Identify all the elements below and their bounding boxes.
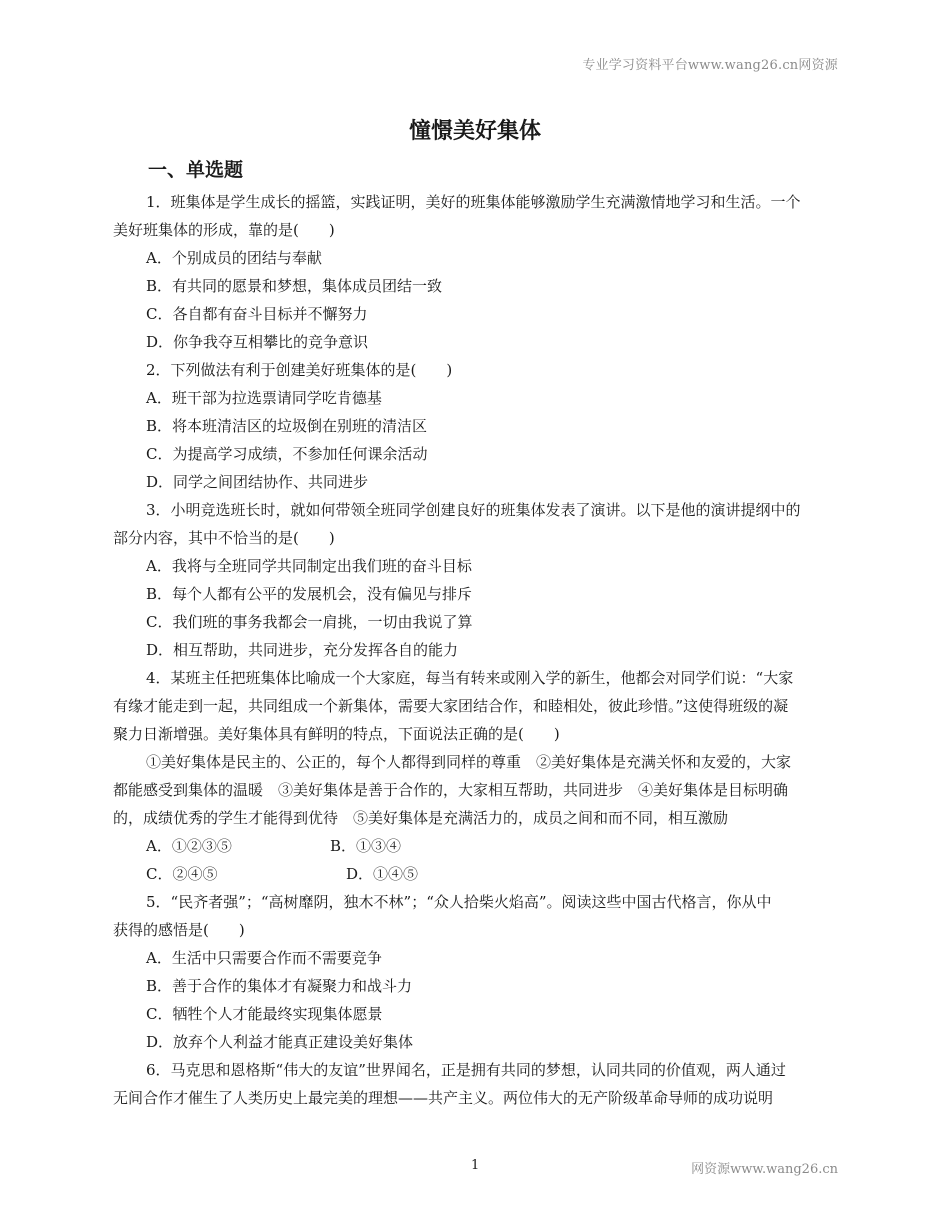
question-3-option-a: A．我将与全班同学共同制定出我们班的奋斗目标 bbox=[146, 557, 472, 575]
section-heading: 一、单选题 bbox=[148, 159, 244, 181]
page-title: 憧憬美好集体 bbox=[408, 119, 541, 144]
question-5-option-c: C．牺牲个人才能最终实现集体愿景 bbox=[146, 1005, 383, 1023]
question-2-stem: 2．下列做法有利于创建美好班集体的是( ) bbox=[146, 361, 453, 379]
question-4-stem-cont: 有缘才能走到一起，共同组成一个新集体，需要大家团结合作，和睦相处，彼此珍惜。”这使得班级的凝 bbox=[113, 697, 789, 715]
question-1-stem: 1．班集体是学生成长的摇篮，实践证明，美好的班集体能够激励学生充满激情地学习和生活。一个 bbox=[146, 193, 801, 211]
question-5-stem-cont: 获得的感悟是( ) bbox=[113, 921, 245, 939]
question-3-option-c: C．我们班的事务我都会一肩挑，一切由我说了算 bbox=[146, 613, 473, 631]
question-4-option-c: C．②④⑤ bbox=[146, 865, 218, 883]
question-3-stem: 3．小明竞选班长时，就如何带领全班同学创建良好的班集体发表了演讲。以下是他的演讲提纲中的 bbox=[146, 501, 801, 519]
question-4-stem-cont: 聚力日渐增强。美好集体具有鲜明的特点，下面说法正确的是( ) bbox=[113, 725, 560, 743]
question-5-stem: 5．“民齐者强”；“高树靡阴，独木不林”；“众人拾柴火焰高”。阅读这些中国古代格言，你从中 bbox=[146, 893, 772, 911]
question-1-option-c: C．各自都有奋斗目标并不懈努力 bbox=[146, 305, 368, 323]
question-4-option-a: A．①②③⑤ bbox=[146, 837, 232, 855]
question-6-stem-cont: 无间合作才催生了人类历史上最完美的理想——共产主义。两位伟大的无产阶级革命导师的成功说明 bbox=[113, 1089, 774, 1107]
question-1-option-d: D．你争我夺互相攀比的竞争意识 bbox=[146, 333, 369, 351]
question-5-option-d: D．放弃个人利益才能真正建设美好集体 bbox=[146, 1033, 414, 1051]
question-2-option-c: C．为提高学习成绩，不参加任何课余活动 bbox=[146, 445, 428, 463]
question-4-statements: ①美好集体是民主的、公正的，每个人都得到同样的尊重 ②美好集体是充满关怀和友爱的，大家 bbox=[146, 753, 792, 771]
footer-site-text: 网资源www.wang26.cn bbox=[691, 1162, 838, 1177]
question-1-option-b: B．有共同的愿景和梦想，集体成员团结一致 bbox=[146, 277, 443, 295]
question-5-option-b: B．善于合作的集体才有凝聚力和战斗力 bbox=[146, 977, 413, 995]
question-6-stem: 6．马克思和恩格斯“伟大的友谊”世界闻名，正是拥有共同的梦想，认同共同的价值观，两人通过 bbox=[146, 1061, 786, 1079]
question-3-stem-cont: 部分内容，其中不恰当的是( ) bbox=[113, 529, 335, 547]
question-4-option-b: B．①③④ bbox=[330, 837, 402, 855]
header-site-text: 专业学习资料平台www.wang26.cn网资源 bbox=[582, 58, 838, 73]
question-4-statements-cont: 的，成绩优秀的学生才能得到优待 ⑤美好集体是充满活力的，成员之间和而不同，相互激励 bbox=[113, 809, 729, 827]
question-4-stem: 4．某班主任把班集体比喻成一个大家庭，每当有转来或刚入学的新生，他都会对同学们说：“大家 bbox=[146, 669, 794, 687]
page-number: 1 bbox=[471, 1158, 480, 1173]
question-2-option-d: D．同学之间团结协作、共同进步 bbox=[146, 473, 369, 491]
question-1-stem-cont: 美好班集体的形成，靠的是( ) bbox=[113, 221, 335, 239]
question-1-option-a: A．个别成员的团结与奉献 bbox=[146, 249, 322, 267]
question-3-option-b: B．每个人都有公平的发展机会，没有偏见与排斥 bbox=[146, 585, 473, 603]
question-3-option-d: D．相互帮助，共同进步，充分发挥各自的能力 bbox=[146, 641, 459, 659]
question-2-option-b: B．将本班清洁区的垃圾倒在别班的清洁区 bbox=[146, 417, 428, 435]
question-4-option-d: D．①④⑤ bbox=[346, 865, 419, 883]
question-4-statements-cont: 都能感受到集体的温暖 ③美好集体是善于合作的，大家相互帮助，共同进步 ④美好集体是目标明确 bbox=[113, 781, 789, 799]
question-2-option-a: A．班干部为拉选票请同学吃肯德基 bbox=[146, 389, 382, 407]
question-5-option-a: A．生活中只需要合作而不需要竞争 bbox=[146, 949, 382, 967]
